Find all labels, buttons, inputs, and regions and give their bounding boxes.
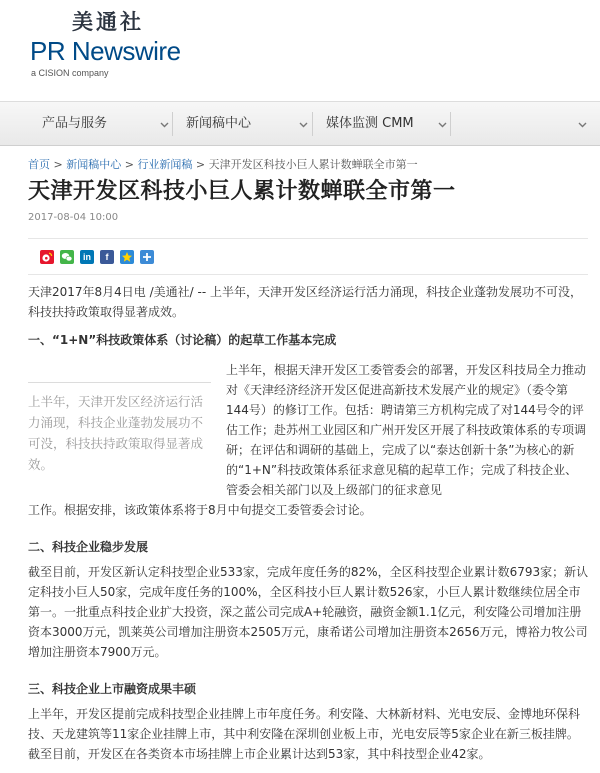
breadcrumb-separator: > [192, 158, 209, 171]
nav-item-news-center[interactable]: 新闻稿中心 [186, 116, 252, 131]
breadcrumb-separator: > [50, 158, 67, 171]
chevron-down-icon[interactable] [578, 120, 587, 129]
breadcrumb [28, 156, 418, 172]
divider [28, 238, 588, 239]
logo-en-text: PR Newswire [30, 36, 181, 66]
linkedin-icon[interactable]: in [80, 250, 94, 264]
breadcrumb-current: 天津开发区科技小巨人累计数蝉联全市第一 [208, 158, 418, 171]
breadcrumb-separator: > [121, 158, 138, 171]
section-paragraph: 上半年，开发区提前完成科技型企业挂牌上市年度任务。利安隆、大林新材料、光电安辰、金博地环保科技、天龙建筑等11家企业挂牌上市，其中利安隆在深圳创业板上市，光电安辰等5家企业在新三板挂牌。截至目前，开发区在各类资本市场挂牌上市企业累计达到53家，其中科技型企业42家。 [28, 707, 581, 761]
page-title: 天津开发区科技小巨人累计数蝉联全市第一 [28, 178, 456, 204]
section-paragraph: 截至目前，开发区新认定科技型企业533家，完成年度任务的82%，全区科技型企业累计数6793家；新认定科技小巨人50家，完成年度任务的100%，全区科技小巨人累计数526家，小巨人累计数继续位居全市第一。一批重点科技企业扩大投资，深之蓝公司完成A+轮融资，融资金额1.1亿元，利安隆公司增加注册资本3000万元，凯莱英公司增加注册资本2505万元，康希诺公司增加注册资本2656万元，博裕力牧公司增加注册资本7900万元。 [28, 565, 589, 659]
section-paragraph: 工作。根据安排，该政策体系将于8月中旬提交工委管委会讨论。 [28, 503, 372, 517]
nav-divider [312, 112, 313, 136]
nav-item-cmm[interactable]: 媒体监测 CMM [326, 116, 414, 131]
breadcrumb-home[interactable]: 首页 [28, 158, 50, 171]
section-heading: 二、科技企业稳步发展 [28, 540, 149, 554]
nav-divider [450, 112, 451, 136]
section-heading: 一、“1+N”科技政策体系（讨论稿）的起草工作基本完成 [28, 333, 337, 347]
divider [28, 274, 588, 275]
section-heading: 三、科技企业上市融资成果丰硕 [28, 682, 197, 696]
chevron-down-icon [438, 120, 447, 129]
nav-divider [172, 112, 173, 136]
publish-date: 2017-08-04 10:00 [28, 212, 119, 223]
section-paragraph: 上半年，根据天津开发区工委管委会的部署，开发区科技局全力推动对《天津经济经济开发区促进高新技术发展产业的规定》（委令第144号）的修订工作。包括：聘请第三方机构完成了对144号令的评估工作；赴苏州工业园区和广州开发区开展了科技政策体系的专项调研；在评估和调研的基础上，完成了以“泰达创新十条”为核心的新的“1+N”科技政策体系征求意见稿的起草工作；完成了科技企业、管委会相关部门以及上级部门的征求意见 [226, 363, 587, 497]
chevron-down-icon [160, 120, 169, 129]
pull-quote: 上半年，天津开发区经济运行活力涌现，科技企业蓬勃发展功不可没，科技扶持政策取得显著成效。 [28, 382, 211, 475]
logo-sub-text: a CISION company [31, 68, 109, 78]
breadcrumb-industry-news[interactable]: 行业新闻稿 [137, 158, 193, 171]
intro-paragraph: 天津2017年8月4日电 /美通社/ -- 上半年，天津开发区经济运行活力涌现，科技企业蓬勃发展功不可没，科技扶持政策取得显著成效。 [28, 285, 583, 319]
breadcrumb-news-center[interactable]: 新闻稿中心 [66, 158, 122, 171]
more-share-icon[interactable] [140, 250, 154, 264]
weibo-icon[interactable] [40, 250, 54, 264]
wechat-icon[interactable] [60, 250, 74, 264]
main-nav [0, 101, 600, 146]
nav-item-products[interactable]: 产品与服务 [42, 116, 108, 131]
chevron-down-icon [299, 120, 308, 129]
qzone-icon[interactable] [120, 250, 134, 264]
facebook-icon[interactable]: f [100, 250, 114, 264]
logo-cn-text: 美通社 [72, 10, 144, 34]
